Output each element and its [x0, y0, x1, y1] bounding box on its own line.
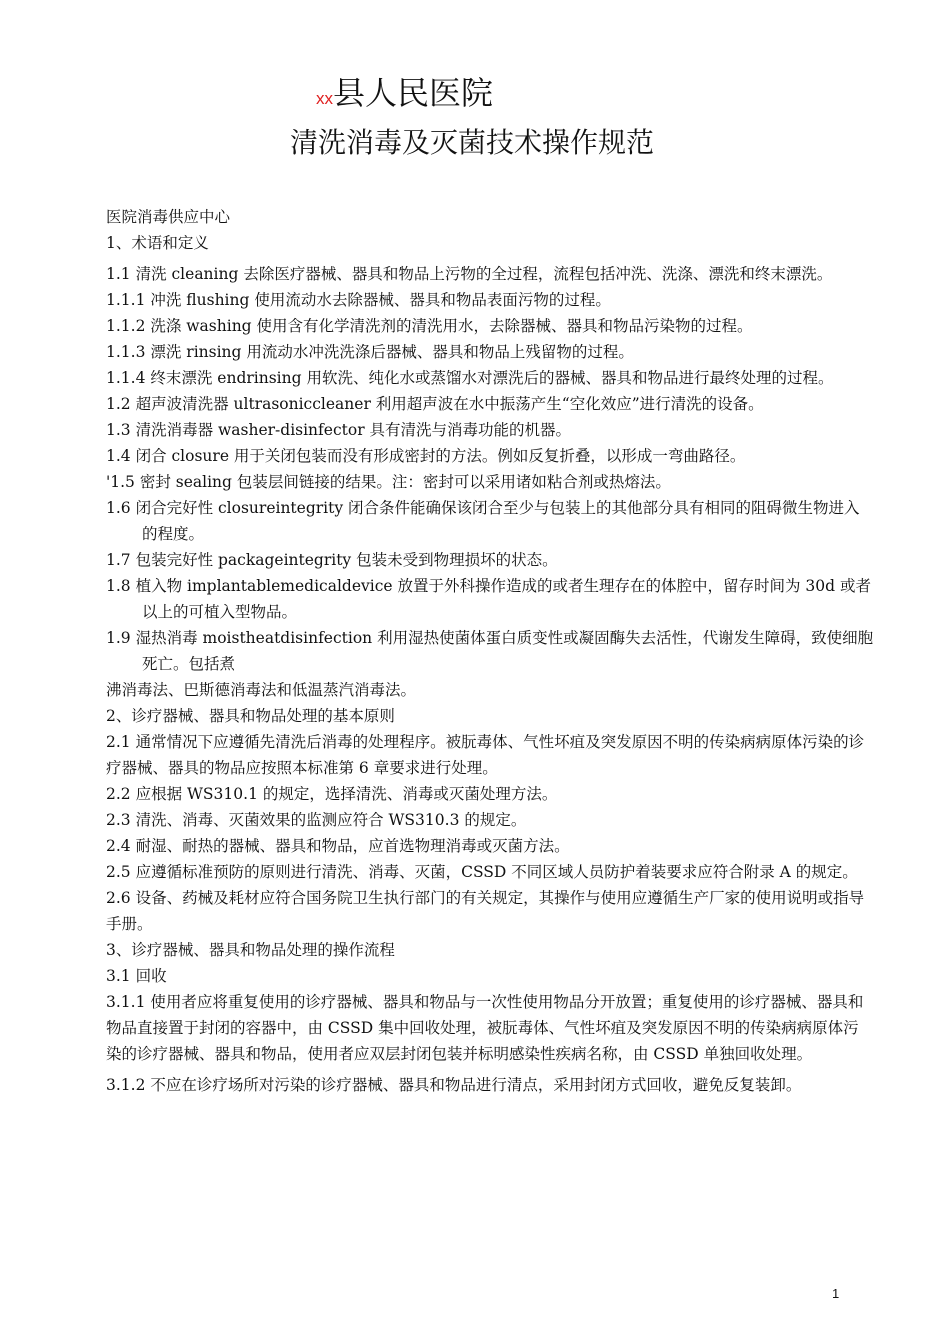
paragraph: 医院消毒供应中心	[106, 208, 231, 226]
paragraph: 2.2 应根据 WS310.1 的规定，选择清洗、消毒或灭菌处理方法。	[106, 785, 558, 803]
page-number: 1	[832, 1286, 840, 1301]
paragraph: 1.4 闭合 closure 用于关闭包装而没有形成密封的方法。例如反复折叠，以形成一弯曲路径。	[106, 447, 746, 465]
paragraph: 1.8 植入物 implantablemedicaldevice 放置于外科操作造成的或者生理存在的体腔中，留存时间为 30d 或者以上的可植入型物品。	[106, 577, 872, 621]
paragraph: 1.6 闭合完好性 closureintegrity 闭合条件能确保该闭合至少与包装上的其他部分具有相同的阻碍微生物进入的程度。	[106, 499, 860, 543]
paragraph: 1.3 清洗消毒器 washer-disinfector 具有清洗与消毒功能的机器。	[106, 421, 572, 439]
paragraph: 2、诊疗器械、器具和物品处理的基本原则	[106, 707, 395, 725]
paragraph: 2.6 设备、药械及耗材应符合国务院卫生执行部门的有关规定，其操作与使用应遵循生产厂家的使用说明或指导手册。	[106, 889, 865, 933]
paragraph: 1.1.1 冲洗 flushing 使用流动水去除器械、器具和物品表面污物的过程。	[106, 291, 611, 309]
paragraph: 1.1 清洗 cleaning 去除医疗器械、器具和物品上污物的全过程，流程包括冲洗、洗涤、漂洗和终末漂洗。	[106, 265, 833, 283]
paragraph: 2.3 清洗、消毒、灭菌效果的监测应符合 WS310.3 的规定。	[106, 811, 527, 829]
document-body	[106, 204, 874, 1098]
paragraph: '1.5 密封 sealing 包装层间链接的结果。注：密封可以采用诸如粘合剂或热熔法。	[106, 473, 671, 491]
paragraph: 3、诊疗器械、器具和物品处理的操作流程	[106, 941, 395, 959]
paragraph: 2.1 通常情况下应遵循先清洗后消毒的处理程序。被朊毒体、气性坏疽及突发原因不明的传染病病原体污染的诊疗器械、器具的物品应按照本标准第 6 章要求进行处理。	[106, 733, 865, 777]
paragraph: 3.1 回收	[106, 967, 167, 985]
paragraph: 2.5 应遵循标准预防的原则进行清洗、消毒、灭菌，CSSD 不同区域人员防护着装要求应符合附录 A 的规定。	[106, 863, 858, 881]
paragraph: 1.1.4 终末漂洗 endrinsing 用软洗、纯化水或蒸馏水对漂洗后的器械、器具和物品进行最终处理的过程。	[106, 369, 834, 387]
paragraph: 1.7 包装完好性 packageintegrity 包装未受到物理损坏的状态。	[106, 551, 558, 569]
document-subtitle: 清洗消毒及灭菌技术操作规范	[290, 126, 655, 159]
paragraph: 3.1.1 使用者应将重复使用的诊疗器械、器具和物品与一次性使用物品分开放置；重复使用的诊疗器械、器具和物品直接置于封闭的容器中，由 CSSD 集中回收处理，被朊毒体、气性坏疽及突发原因不明的传染病病原体污染的诊疗器械、器具和物品，使用者应双层封闭包装并标明感染性疾病名称，由 CSSD 单独回收处理。	[106, 993, 864, 1063]
paragraph: 1.1.3 漂洗 rinsing 用流动水冲洗洗涤后器械、器具和物品上残留物的过程。	[106, 343, 634, 361]
paragraph: 1、术语和定义	[106, 234, 209, 252]
paragraph: 3.1.2 不应在诊疗场所对污染的诊疗器械、器具和物品进行清点，采用封闭方式回收，避免反复装卸。	[106, 1076, 802, 1094]
hospital-name: 县人民医院	[333, 74, 494, 112]
paragraph: 1.2 超声波清洗器 ultrasoniccleaner 利用超声波在水中振荡产生“空化效应”进行清洗的设备。	[106, 395, 764, 413]
paragraph: 1.9 湿热消毒 moistheatdisinfection 利用湿热使菌体蛋白质变性或凝固酶失去活性，代谢发生障碍，致使细胞死亡。包括煮	[106, 629, 874, 673]
hospital-title	[316, 68, 493, 118]
paragraph: 1.1.2 洗涤 washing 使用含有化学清洗剂的清洗用水，去除器械、器具和物品污染物的过程。	[106, 317, 753, 335]
paragraph: 2.4 耐湿、耐热的器械、器具和物品，应首选物理消毒或灭菌方法。	[106, 837, 570, 855]
hospital-prefix: xx	[316, 89, 333, 108]
paragraph: 沸消毒法、巴斯德消毒法和低温蒸汽消毒法。	[106, 681, 417, 699]
